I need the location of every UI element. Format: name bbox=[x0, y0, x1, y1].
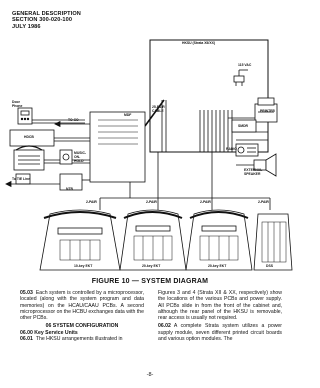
pair-label-3: 2-PAIR bbox=[200, 200, 211, 204]
ac-plug-icon bbox=[234, 70, 248, 86]
tie-line-label: To TIE Line bbox=[12, 177, 31, 181]
subheading-06-00: 06.00 Key Service Units bbox=[20, 329, 78, 336]
hdcb-label: HDCB bbox=[24, 135, 34, 139]
door-phone-icon bbox=[18, 108, 32, 124]
left-column bbox=[20, 290, 144, 344]
hksu-label: HKSU (Strata XII/XX) bbox=[182, 41, 215, 45]
section-heading-06: 06 SYSTEM CONFIGURATION bbox=[45, 323, 119, 330]
pair-label-4: 2-PAIR bbox=[258, 200, 269, 204]
paragraph-text: A complete Strata system utilizes a power supply module, seven different printed circuit boards and various option modules. The bbox=[158, 323, 282, 342]
figure-caption: FIGURE 10 — SYSTEM DIAGRAM bbox=[91, 278, 209, 285]
music-on-hold-icon bbox=[60, 150, 72, 164]
cable-label: 25-PAIR CABLE bbox=[152, 105, 165, 113]
arrow-tie-line-icon bbox=[6, 182, 11, 187]
pair-label-1: 2-PAIR bbox=[86, 200, 97, 204]
paragraph-number: 05.03 bbox=[20, 290, 33, 296]
external-speaker-label: EXTERNAL SPEAKER bbox=[244, 168, 263, 176]
mdf-box bbox=[90, 112, 145, 182]
door-phone-label: Door Phone bbox=[12, 100, 23, 108]
hksu-cabinet bbox=[150, 40, 268, 152]
telephone-icon bbox=[14, 146, 44, 170]
header-date: JULY 1986 bbox=[12, 23, 41, 30]
ekt-10-key-icon bbox=[40, 210, 120, 270]
ekt-20-key-icon bbox=[120, 210, 186, 270]
radio-label: RADIO bbox=[226, 147, 237, 151]
music-on-hold-label: MUSIC-ON-HOLD bbox=[74, 151, 87, 163]
paragraph-number: 06.02 bbox=[158, 323, 171, 330]
page-number: -8- bbox=[146, 372, 154, 378]
vac-label: 115 VAC bbox=[238, 63, 252, 67]
pair-label-2: 2-PAIR bbox=[146, 200, 157, 204]
paragraph-text: Each system is controlled by a microprocessor, located (along with the system program and data memories) on the HCAU/CAAU PCBs. A second microprocessor on the HCBU exchanges data with the other PCBs. bbox=[20, 290, 144, 321]
paragraph-06-01-continued: Figures 3 and 4 (Strata XII & XX, respectively) show the locations of the various PCBs and power supply. All PCBs slide in from the front of the cabinet and, although the rear panel of the HKSU is removable, rear access is usually not required. bbox=[158, 290, 282, 321]
paragraph-05-03 bbox=[20, 290, 144, 321]
paragraph-06-01 bbox=[20, 336, 144, 342]
header-title: GENERAL DESCRIPTION bbox=[12, 11, 81, 17]
dss-console-icon bbox=[254, 214, 292, 270]
smdr-label: SMDR bbox=[238, 124, 248, 128]
printer-label: PRINTER bbox=[260, 109, 275, 113]
paragraph-06-02 bbox=[158, 323, 282, 342]
paragraph-number: 06.01 bbox=[20, 335, 33, 342]
phone-label-20-key-second: 20-key EKT bbox=[208, 264, 227, 268]
phone-label-20-key: 20-key EKT bbox=[142, 264, 161, 268]
ntb-label: NTB bbox=[66, 187, 73, 191]
header-section: SECTION 300-020-100 bbox=[12, 17, 73, 24]
phone-label-10-key: 10-key EKT bbox=[74, 264, 93, 268]
arrow-to-co-icon bbox=[55, 122, 60, 127]
right-column bbox=[158, 290, 282, 344]
radio-icon bbox=[236, 144, 258, 156]
ekt-20-key-second-icon bbox=[186, 210, 252, 270]
mdf-label: MDF bbox=[124, 113, 132, 117]
phone-label-dss: DSS bbox=[266, 264, 273, 268]
paragraph-text: The HKSU arrangements illustrated in bbox=[35, 335, 123, 342]
to-co-label: TO CO bbox=[68, 118, 79, 122]
